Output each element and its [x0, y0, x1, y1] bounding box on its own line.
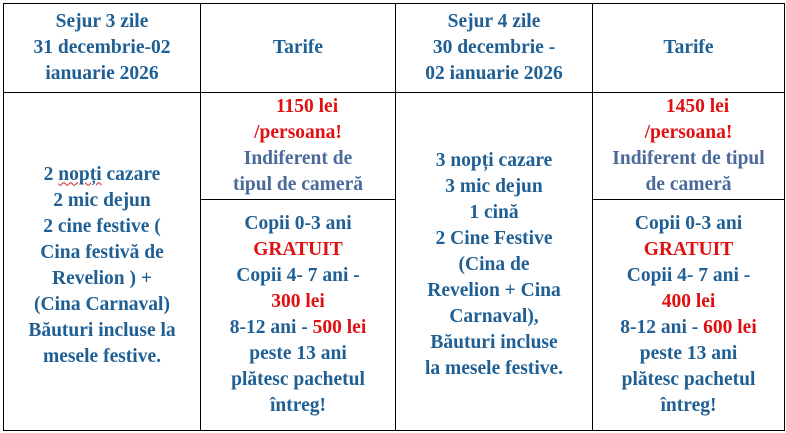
- sejur3-nopti-rest: cazare: [106, 163, 161, 185]
- tarif3-per-person: /persoana!: [254, 122, 342, 143]
- header-line: 30 decembrie -: [432, 37, 556, 58]
- price-row: [4, 93, 785, 200]
- sejur4-line: Revelion + Cina: [427, 279, 561, 301]
- sejur3-details: [4, 93, 201, 431]
- header-sejur-3-zile: [4, 4, 201, 93]
- tarif3-kids-price: 300 lei: [271, 291, 325, 312]
- sejur3-line: Băuturi incluse la: [28, 319, 176, 341]
- offer-table: [3, 3, 785, 431]
- sejur3-nopti-num: 2: [43, 163, 54, 185]
- tarif4-kids-812-label: 8-12 ani -: [620, 317, 699, 338]
- tarif3-price-value: 1150 lei: [275, 96, 339, 117]
- tarif3-kids: [201, 200, 396, 431]
- tarif4-kids: [593, 200, 785, 431]
- tarif4-note: Indiferent de tipul: [612, 148, 765, 169]
- sejur4-line: 1 cină: [469, 201, 519, 223]
- header-row: [4, 4, 785, 93]
- tarif4-kids-line: Copii 4- 7 ani -: [626, 265, 751, 286]
- tarif4-kids-line: Copii 0-3 ani: [634, 213, 743, 234]
- sejur3-line: (Cina Carnaval): [34, 293, 170, 315]
- offer-table-wrapper: [3, 3, 784, 431]
- header-line: Sejur 3 zile: [55, 11, 149, 32]
- sejur4-line: la mesele festive.: [424, 357, 564, 379]
- header-line: 31 decembrie-02: [33, 37, 171, 58]
- tarif3-kids-line: plătesc pachetul: [231, 369, 365, 390]
- header-sejur-4-zile: [396, 4, 593, 93]
- tarif4-per-person: /persoana!: [644, 122, 733, 143]
- tarif3-kids-812-price: 500 lei: [312, 317, 367, 338]
- tarif4-kids-line: [597, 315, 780, 341]
- sejur3-line: [8, 162, 196, 188]
- sejur4-line: Băuturi incluse: [430, 331, 558, 353]
- header-line: Tarife: [272, 37, 324, 58]
- header-tarife-1: [201, 4, 396, 93]
- sejur4-line: (Cina de: [458, 253, 530, 275]
- tarif3-kids-line: întreg!: [270, 395, 326, 416]
- tarif4-note: de cameră: [645, 174, 732, 195]
- tarif3-kids-line: [205, 315, 391, 341]
- tarif3-note: tipul de cameră: [233, 174, 363, 195]
- sejur3-nopti-word: nopți: [58, 163, 102, 185]
- sejur3-line: 2 mic dejun: [53, 189, 151, 211]
- tarif3-kids-line: peste 13 ani: [249, 343, 347, 364]
- tarif3-kids-free: GRATUIT: [253, 239, 343, 260]
- tarif3-note: Indiferent de: [243, 148, 353, 169]
- tarif3-kids-line: Copii 0-3 ani: [244, 213, 352, 234]
- header-line: ianuarie 2026: [45, 63, 159, 84]
- header-line: Tarife: [663, 37, 714, 58]
- header-tarife-2: [593, 4, 785, 93]
- tarif4-kids-line: întreg!: [660, 395, 717, 416]
- sejur4-line: Carnaval),: [449, 305, 539, 327]
- header-line: Sejur 4 zile: [447, 11, 541, 32]
- sejur4-details: [396, 93, 593, 431]
- sejur3-line: mesele festive.: [42, 345, 162, 367]
- tarif4-kids-price: 400 lei: [661, 291, 716, 312]
- tarif3-kids-line: Copii 4- 7 ani -: [236, 265, 360, 286]
- sejur3-line: Revelion ) +: [52, 267, 152, 289]
- tarif4-kids-line: plătesc pachetul: [621, 369, 756, 390]
- sejur3-line: Cina festivă de: [40, 241, 164, 263]
- tarif4-price: [593, 93, 785, 200]
- tarif4-kids-812-price: 600 lei: [703, 317, 757, 338]
- tarif4-kids-line: peste 13 ani: [639, 343, 738, 364]
- tarif3-kids-812-label: 8-12 ani -: [229, 317, 308, 338]
- sejur3-line: 2 cine festive (: [43, 215, 161, 237]
- sejur4-line: 3 mic dejun: [445, 175, 543, 197]
- tarif4-price-value: 1450 lei: [665, 96, 730, 117]
- sejur4-line: 3 nopți cazare: [435, 149, 553, 171]
- header-line: 02 ianuarie 2026: [425, 63, 563, 84]
- tarif3-price: [201, 93, 396, 200]
- tarif4-kids-free: GRATUIT: [643, 239, 734, 260]
- sejur4-line: 2 Cine Festive: [435, 227, 553, 249]
